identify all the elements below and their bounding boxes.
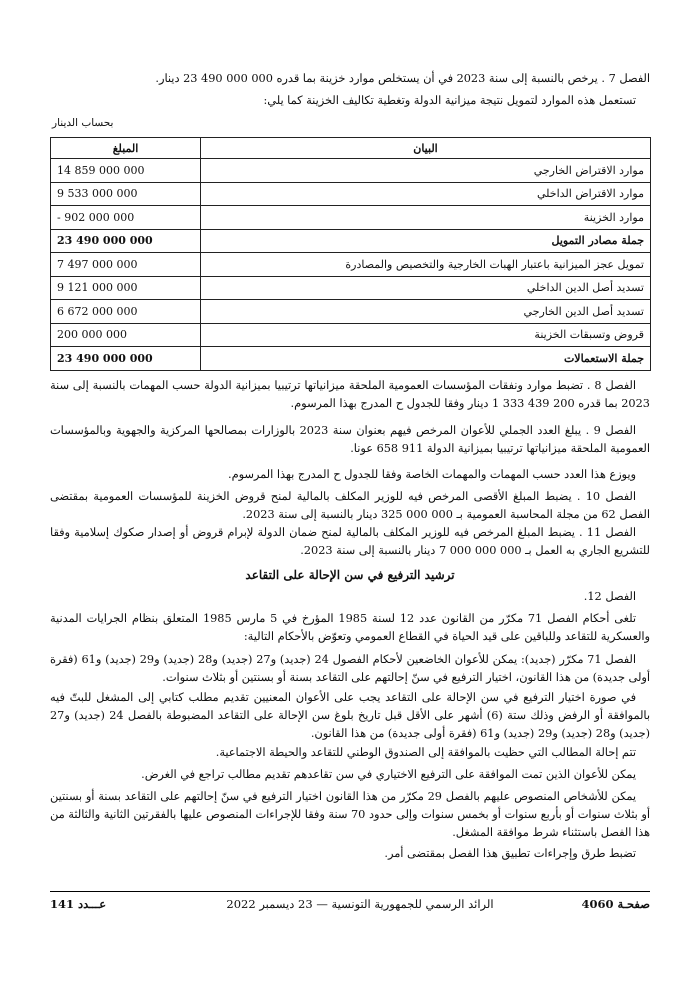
- row-amount: 14 859 000 000: [51, 159, 201, 183]
- article-12: الفصل 12.: [583, 590, 636, 603]
- table-header-row: [51, 138, 651, 159]
- article-9-continuation: ويوزع هذا العدد حسب المهمات والمهمات الخاصة وفقا للجدول ح المدرج بهذا المرسوم.: [228, 468, 636, 481]
- table-row: [51, 206, 651, 230]
- row-label: جملة مصادر التمويل: [201, 229, 651, 253]
- footer-divider: [50, 891, 650, 892]
- row-amount: 23 490 000 000: [51, 347, 201, 371]
- financing-table: [50, 137, 651, 371]
- row-label: تمويل عجز الميزانية باعتبار الهبات الخارجية والتخصيص والمصادرة: [201, 253, 651, 277]
- row-label: جملة الاستعمالات: [201, 347, 651, 371]
- footer-issue-number: عـــدد 141: [50, 897, 107, 911]
- table-row: [51, 159, 651, 183]
- table-row: [51, 276, 651, 300]
- article-10: الفصل 10 . يضبط المبلغ الأقصى المرخص فيه للوزير المكلف بالمالية لمنح قروض الخزينة للمؤسسات العمومية بمقتضى الفصل 62 من مجلة المحاسبة العمومية بـ 000 000 325 دينار بالنسبة إلى سنة 2023.: [50, 490, 650, 521]
- row-label: قروض وتسبقات الخزينة: [201, 323, 651, 347]
- article-12-request-procedure: في صورة اختيار الترفيع في سن الإحالة على التقاعد يجب على الأعوان المعنيين تقديم مطلب كتابي إلى المشغل للبتّ فيه بالموافقة أو الرفض وذلك ستة (6) أشهر على الأقل قبل تاريخ بلوغ سن الإحالة على التقاعد المضبوطة بالفصل 24 (جديد) و27 (جديد) و28 (جديد) و29 (جديد) و61 (فقرة أولى جديدة) من هذا القانون.: [50, 691, 650, 740]
- row-amount: 6 672 000 000: [51, 300, 201, 324]
- article-12-repeal: تلغى أحكام الفصل 71 مكرّر من القانون عدد 12 لسنة 1985 المؤرخ في 5 مارس 1985 المتعلق بنظام الجرايات المدنية والعسكرية للتقاعد وللباقين على قيد الحياة في القطاع العمومي وتعوّض بالأحكام التالية:: [50, 612, 650, 643]
- table-row: [51, 300, 651, 324]
- header-label: البيان: [201, 138, 651, 159]
- row-amount: 7 497 000 000: [51, 253, 201, 277]
- row-amount: 23 490 000 000: [51, 229, 201, 253]
- article-8: الفصل 8 . تضبط موارد ونفقات المؤسسات العمومية الملحقة ميزانياتها ترتيبيا بميزانية الدولة حسب المهمات بالنسبة إلى سنة 2023 بما قدره 200 439 333 1 دينار وفقا للجدول ح المدرج بهذا المرسوم.: [50, 379, 650, 410]
- footer-gazette-title: الرائد الرسمي للجمهورية التونسية — 23 ديسمبر 2022: [226, 897, 494, 911]
- table-row: [51, 323, 651, 347]
- table-row: [51, 229, 651, 253]
- article-12-special-cases: يمكن للأشخاص المنصوص عليهم بالفصل 29 مكرّر من هذا القانون اختيار الترفيع في سنّ إحالتهم على التقاعد بسنة أو بسنتين أو بثلاث سنوات أو بأربع سنوات أو بخمس سنوات وإلى حدود 70 سنة وفقا للإجراءات المنصوص عليها بالفقرتين الثانية والثالثة من هذا الفصل باستثناء شرط موافقة المشغل.: [50, 790, 650, 839]
- article-9: الفصل 9 . يبلغ العدد الجملي للأعوان المرخص فيهم بعنوان سنة 2023 بالوزارات بمصالحها المركزية والجهوية وبالمؤسسات العمومية الملحقة ميزانياتها ترتيبيا بميزانية الدولة 911 658 عونا.: [50, 424, 650, 455]
- table-row: [51, 253, 651, 277]
- row-amount: 9 121 000 000: [51, 276, 201, 300]
- header-amount: المبلغ: [51, 138, 201, 159]
- row-amount: - 902 000 000: [51, 206, 201, 230]
- section-title: ترشيد الترفيع في سن الإحالة على التقاعد: [245, 568, 455, 582]
- article-7-continuation: تستعمل هذه الموارد لتمويل نتيجة ميزانية الدولة وتغطية تكاليف الخزينة كما يلي:: [263, 94, 636, 107]
- row-label: موارد الاقتراض الخارجي: [201, 159, 651, 183]
- row-label: تسديد أصل الدين الداخلي: [201, 276, 651, 300]
- article-12-decree: تضبط طرق وإجراءات تطبيق هذا الفصل بمقتضى أمر.: [384, 847, 636, 860]
- row-amount: 200 000 000: [51, 323, 201, 347]
- table-row: [51, 182, 651, 206]
- row-label: تسديد أصل الدين الخارجي: [201, 300, 651, 324]
- row-amount: 9 533 000 000: [51, 182, 201, 206]
- table-unit-note: بحساب الدينار: [52, 117, 114, 129]
- article-11: الفصل 11 . يضبط المبلغ المرخص فيه للوزير المكلف بالمالية لمنح ضمان الدولة لإبرام قروض أو إصدار صكوك إسلامية وفقا للتشريع الجاري به العمل بـ 000 000 000 7 دينار بالنسبة إلى سنة 2023.: [50, 526, 650, 557]
- article-7: الفصل 7 . يرخص بالنسبة إلى سنة 2023 في أن يستخلص موارد خزينة بما قدره 000 000 490 23 دينار.: [155, 72, 650, 85]
- article-71-bis-new: الفصل 71 مكرّر (جديد): يمكن للأعوان الخاضعين لأحكام الفصول 24 (جديد) و27 (جديد) و28 (جديد) و29 (جديد) و61 (فقرة أولى جديدة) من هذا القانون، اختيار الترفيع في سنّ إحالتهم على التقاعد بسنة أو بسنتين أو بثلاث سنوات.: [50, 653, 650, 684]
- article-12-referral: تتم إحالة المطالب التي حظيت بالموافقة إلى الصندوق الوطني للتقاعد والحيطة الاجتماعية.: [215, 746, 636, 759]
- footer-page-number: صفحـة 4060: [581, 897, 650, 911]
- row-label: موارد الخزينة: [201, 206, 651, 230]
- table-body: [51, 159, 651, 371]
- article-12-withdrawal: يمكن للأعوان الذين تمت الموافقة على الترفيع الاختياري في سن تقاعدهم تقديم مطالب تراجع في الغرض.: [141, 768, 636, 781]
- row-label: موارد الاقتراض الداخلي: [201, 182, 651, 206]
- table-row: [51, 347, 651, 371]
